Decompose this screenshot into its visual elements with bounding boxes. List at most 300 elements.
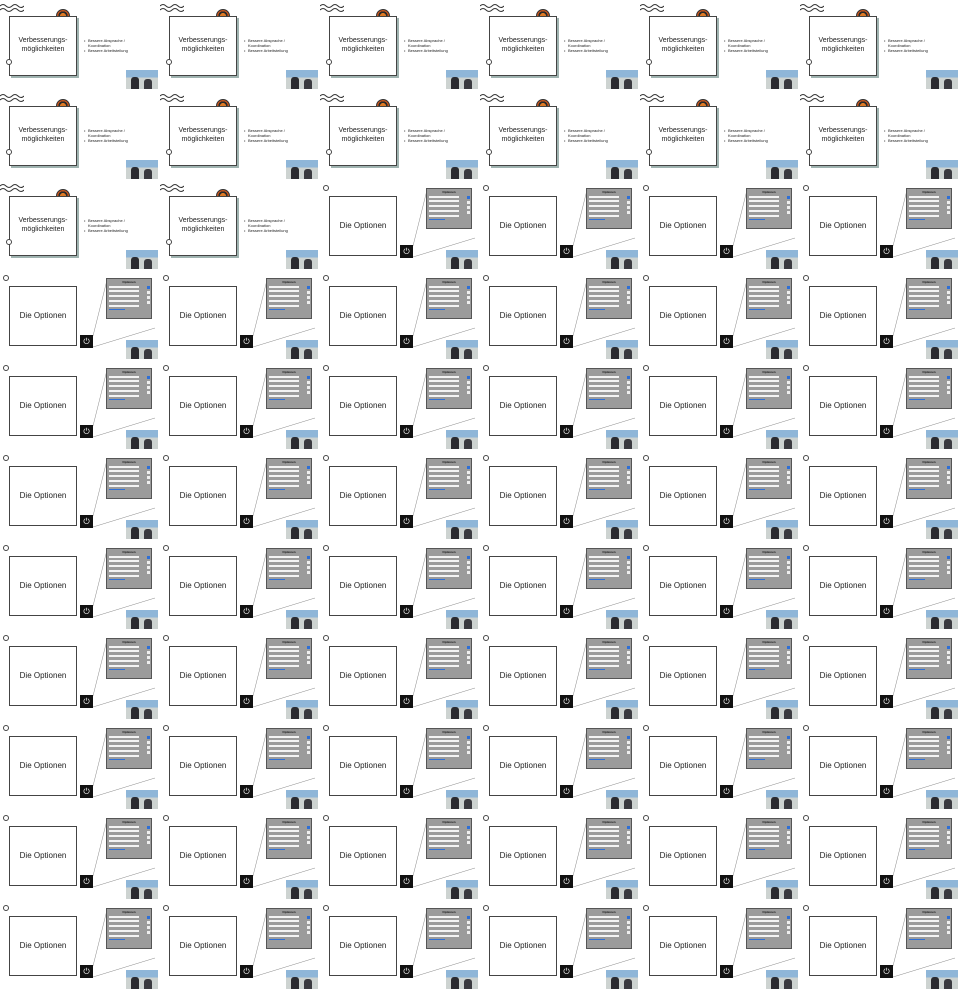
options-screenshot	[106, 818, 152, 859]
photo-thumbnail	[126, 880, 158, 899]
power-icon: ⏻	[560, 515, 573, 528]
options-screenshot	[746, 278, 792, 319]
title-box	[489, 16, 557, 76]
slide-title: Die Optionen	[659, 401, 707, 410]
slide-thumbnail[interactable]	[320, 810, 480, 900]
slide-thumbnail[interactable]	[480, 810, 640, 900]
slide-title: Die Optionen	[19, 761, 67, 770]
screenshot-title: Optionen	[922, 460, 936, 464]
slide-title: Die Optionen	[499, 401, 547, 410]
slide-title	[10, 36, 76, 54]
bullet-item: • Bessere Absprache / Koordination	[724, 128, 788, 138]
slide-thumbnail[interactable]	[640, 360, 800, 450]
options-screenshot	[266, 908, 312, 949]
photo-thumbnail	[926, 340, 958, 359]
power-icon: ⏻	[400, 965, 413, 978]
slide-thumbnail[interactable]	[640, 90, 800, 180]
slide-thumbnail[interactable]	[640, 540, 800, 630]
screenshot-title: Optionen	[282, 730, 296, 734]
slide-thumbnail[interactable]	[480, 450, 640, 540]
options-screenshot	[586, 368, 632, 409]
slide-title-line: Verbesserungs-	[658, 37, 708, 44]
power-icon: ⏻	[720, 335, 733, 348]
slide-thumbnail[interactable]	[640, 270, 800, 360]
slide-title-line: Verbesserungs-	[18, 217, 68, 224]
wave-icon	[0, 3, 24, 13]
photo-thumbnail	[126, 610, 158, 629]
slide-title	[330, 126, 396, 144]
connector-dot	[166, 59, 172, 65]
bullet-item: • Bessere Absprache / Koordination	[84, 218, 148, 228]
slide-title: Die Optionen	[339, 761, 387, 770]
slide-title: Die Optionen	[819, 851, 867, 860]
options-screenshot	[906, 908, 952, 949]
title-box	[9, 16, 77, 76]
slide-title-line: Verbesserungs-	[178, 217, 228, 224]
power-icon: ⏻	[560, 785, 573, 798]
slide-title: Die Optionen	[339, 311, 387, 320]
photo-thumbnail	[286, 430, 318, 449]
options-screenshot	[426, 908, 472, 949]
title-box	[809, 16, 877, 76]
slide-thumbnail[interactable]	[320, 90, 480, 180]
screenshot-title: Optionen	[922, 370, 936, 374]
bullet-list	[884, 38, 948, 53]
slide-thumbnail[interactable]	[160, 0, 320, 90]
title-box	[489, 106, 557, 166]
slide-thumbnail[interactable]	[320, 900, 480, 990]
power-icon: ⏻	[560, 965, 573, 978]
power-icon: ⏻	[80, 605, 93, 618]
slide-title: Die Optionen	[499, 941, 547, 950]
photo-thumbnail	[606, 700, 638, 719]
photo-thumbnail	[286, 250, 318, 269]
slide-title	[170, 36, 236, 54]
slide-thumbnail[interactable]	[0, 630, 160, 720]
slide-title	[810, 36, 876, 54]
slide-thumbnail[interactable]	[320, 180, 480, 270]
bullet-item: • Bessere Arbeitsteilung	[244, 228, 308, 233]
options-screenshot	[906, 278, 952, 319]
slide-thumbnail[interactable]	[0, 540, 160, 630]
slide-title: Die Optionen	[659, 311, 707, 320]
slide-thumbnail[interactable]	[0, 180, 160, 270]
photo-thumbnail	[126, 70, 158, 89]
options-screenshot	[746, 368, 792, 409]
photo-thumbnail	[926, 430, 958, 449]
options-screenshot	[746, 908, 792, 949]
screenshot-title: Optionen	[442, 370, 456, 374]
slide-title: Die Optionen	[339, 221, 387, 230]
options-screenshot	[266, 728, 312, 769]
photo-thumbnail	[606, 880, 638, 899]
connector-dot	[326, 149, 332, 155]
photo-thumbnail	[126, 790, 158, 809]
bullet-item: • Bessere Arbeitsteilung	[884, 48, 948, 53]
screenshot-title: Optionen	[602, 370, 616, 374]
bullet-list	[404, 38, 468, 53]
photo-thumbnail	[766, 70, 798, 89]
slide-thumbnail[interactable]	[0, 270, 160, 360]
slide-title: Die Optionen	[819, 311, 867, 320]
slide-thumbnail[interactable]	[480, 0, 640, 90]
slide-title-line: möglichkeiten	[501, 46, 545, 53]
slide-title-line: Verbesserungs-	[18, 37, 68, 44]
slide-title: Die Optionen	[499, 221, 547, 230]
slide-title-line: Verbesserungs-	[178, 127, 228, 134]
slide-thumbnail[interactable]	[640, 450, 800, 540]
title-box	[9, 106, 77, 166]
slide-thumbnail[interactable]	[0, 900, 160, 990]
screenshot-title: Optionen	[442, 640, 456, 644]
slide-thumbnail[interactable]	[0, 720, 160, 810]
slide-thumbnail[interactable]	[320, 630, 480, 720]
bullet-item: • Bessere Absprache / Koordination	[404, 128, 468, 138]
options-screenshot	[426, 368, 472, 409]
power-icon: ⏻	[240, 425, 253, 438]
options-screenshot	[586, 728, 632, 769]
power-icon: ⏻	[80, 695, 93, 708]
options-screenshot	[586, 458, 632, 499]
slide-thumbnail[interactable]	[320, 270, 480, 360]
photo-thumbnail	[126, 970, 158, 989]
slide-title-line: möglichkeiten	[661, 136, 705, 143]
power-icon: ⏻	[80, 335, 93, 348]
power-icon: ⏻	[80, 875, 93, 888]
slide-thumbnail[interactable]	[800, 540, 960, 630]
bullet-item: • Bessere Arbeitsteilung	[564, 48, 628, 53]
slide-thumbnail[interactable]	[320, 0, 480, 90]
photo-thumbnail	[766, 880, 798, 899]
slide-title-line: Verbesserungs-	[178, 37, 228, 44]
power-icon: ⏻	[880, 965, 893, 978]
power-icon: ⏻	[240, 515, 253, 528]
slide-title-line: möglichkeiten	[181, 226, 225, 233]
screenshot-title: Optionen	[442, 190, 456, 194]
slide-thumbnail[interactable]	[800, 90, 960, 180]
wave-icon	[320, 93, 344, 103]
power-icon: ⏻	[240, 335, 253, 348]
screenshot-title: Optionen	[122, 640, 136, 644]
screenshot-title: Optionen	[922, 280, 936, 284]
photo-thumbnail	[446, 160, 478, 179]
photo-thumbnail	[766, 700, 798, 719]
slide-thumbnail[interactable]	[640, 720, 800, 810]
wave-icon	[640, 93, 664, 103]
power-icon: ⏻	[560, 605, 573, 618]
slide-thumbnail[interactable]	[800, 0, 960, 90]
slide-thumbnail[interactable]	[160, 270, 320, 360]
slide-title	[650, 36, 716, 54]
bullet-list	[564, 128, 628, 143]
power-icon: ⏻	[880, 605, 893, 618]
power-icon: ⏻	[560, 425, 573, 438]
slide-thumbnail[interactable]	[480, 270, 640, 360]
slide-thumbnail[interactable]	[160, 900, 320, 990]
slide-title: Die Optionen	[19, 401, 67, 410]
slide-title: Die Optionen	[659, 851, 707, 860]
slide-thumbnail[interactable]	[320, 450, 480, 540]
options-screenshot	[586, 188, 632, 229]
slide-thumbnail[interactable]	[0, 90, 160, 180]
photo-thumbnail	[446, 250, 478, 269]
slide-thumbnail[interactable]	[800, 270, 960, 360]
bullet-item: • Bessere Absprache / Koordination	[884, 128, 948, 138]
power-icon: ⏻	[880, 785, 893, 798]
screenshot-title: Optionen	[442, 550, 456, 554]
screenshot-title: Optionen	[602, 910, 616, 914]
slide-title-line: möglichkeiten	[181, 46, 225, 53]
slide-thumbnail[interactable]	[640, 810, 800, 900]
bullet-list	[404, 128, 468, 143]
screenshot-title: Optionen	[922, 820, 936, 824]
screenshot-title: Optionen	[602, 190, 616, 194]
slide-title: Die Optionen	[659, 221, 707, 230]
screenshot-title: Optionen	[442, 820, 456, 824]
photo-thumbnail	[766, 340, 798, 359]
slide-thumbnail[interactable]	[800, 450, 960, 540]
slide-thumbnail[interactable]	[160, 360, 320, 450]
slide-thumbnail[interactable]	[640, 0, 800, 90]
power-icon: ⏻	[880, 695, 893, 708]
bullet-list	[84, 128, 148, 143]
title-box	[649, 16, 717, 76]
title-box	[329, 106, 397, 166]
bullet-item: • Bessere Arbeitsteilung	[244, 48, 308, 53]
slide-title: Die Optionen	[179, 491, 227, 500]
slide-thumbnail[interactable]	[160, 630, 320, 720]
slide-thumbnail[interactable]	[0, 810, 160, 900]
options-screenshot	[106, 638, 152, 679]
photo-thumbnail	[126, 250, 158, 269]
slide-title	[650, 126, 716, 144]
bullet-item: • Bessere Absprache / Koordination	[884, 38, 948, 48]
slide-thumbnail[interactable]	[160, 90, 320, 180]
slide-title: Die Optionen	[499, 491, 547, 500]
slide-title-line: möglichkeiten	[501, 136, 545, 143]
options-screenshot	[746, 638, 792, 679]
power-icon: ⏻	[400, 515, 413, 528]
bullet-item: • Bessere Absprache / Koordination	[84, 128, 148, 138]
connector-dot	[6, 149, 12, 155]
slide-title: Die Optionen	[499, 851, 547, 860]
slide-title: Die Optionen	[819, 491, 867, 500]
slide-title: Die Optionen	[819, 221, 867, 230]
options-screenshot	[106, 278, 152, 319]
bullet-item: • Bessere Arbeitsteilung	[724, 48, 788, 53]
slide-title: Die Optionen	[179, 401, 227, 410]
slide-thumbnail[interactable]	[480, 90, 640, 180]
slide-title: Die Optionen	[179, 851, 227, 860]
slide-title: Die Optionen	[659, 491, 707, 500]
options-screenshot	[586, 908, 632, 949]
photo-thumbnail	[926, 790, 958, 809]
options-screenshot	[426, 458, 472, 499]
slide-thumbnail[interactable]	[800, 720, 960, 810]
photo-thumbnail	[286, 160, 318, 179]
slide-thumbnail[interactable]	[640, 180, 800, 270]
connector-dot	[646, 59, 652, 65]
slide-title	[330, 36, 396, 54]
bullet-item: • Bessere Absprache / Koordination	[724, 38, 788, 48]
screenshot-title: Optionen	[922, 910, 936, 914]
bullet-item: • Bessere Arbeitsteilung	[244, 138, 308, 143]
slide-thumbnail[interactable]	[320, 720, 480, 810]
options-screenshot	[746, 728, 792, 769]
screenshot-title: Optionen	[762, 730, 776, 734]
slide-thumbnail[interactable]	[800, 360, 960, 450]
slide-title: Die Optionen	[339, 671, 387, 680]
power-icon: ⏻	[560, 245, 573, 258]
bullet-item: • Bessere Arbeitsteilung	[404, 48, 468, 53]
wave-icon	[800, 93, 824, 103]
slide-thumbnail[interactable]	[480, 180, 640, 270]
screenshot-title: Optionen	[602, 460, 616, 464]
power-icon: ⏻	[80, 785, 93, 798]
options-screenshot	[426, 278, 472, 319]
screenshot-title: Optionen	[282, 910, 296, 914]
slide-thumbnail[interactable]	[640, 630, 800, 720]
slide-thumbnail[interactable]	[160, 180, 320, 270]
photo-thumbnail	[926, 970, 958, 989]
slide-title	[490, 126, 556, 144]
photo-thumbnail	[126, 160, 158, 179]
slide-title	[810, 126, 876, 144]
slide-title-line: Verbesserungs-	[498, 37, 548, 44]
screenshot-title: Optionen	[122, 460, 136, 464]
slide-thumbnail[interactable]	[320, 540, 480, 630]
options-screenshot	[106, 458, 152, 499]
title-box	[649, 106, 717, 166]
options-screenshot	[266, 458, 312, 499]
screenshot-title: Optionen	[442, 460, 456, 464]
photo-thumbnail	[926, 70, 958, 89]
slide-thumbnail[interactable]	[800, 900, 960, 990]
photo-thumbnail	[766, 610, 798, 629]
slide-thumbnail[interactable]	[160, 810, 320, 900]
slide-title: Die Optionen	[819, 671, 867, 680]
options-screenshot	[426, 818, 472, 859]
slide-thumbnail[interactable]	[480, 720, 640, 810]
wave-icon	[480, 93, 504, 103]
slide-thumbnail[interactable]	[640, 900, 800, 990]
options-screenshot	[746, 458, 792, 499]
bullet-list	[244, 128, 308, 143]
slide-title	[170, 126, 236, 144]
slide-thumbnail[interactable]	[480, 900, 640, 990]
slide-thumbnail[interactable]	[480, 630, 640, 720]
power-icon: ⏻	[400, 875, 413, 888]
slide-thumbnail[interactable]	[800, 630, 960, 720]
bullet-item: • Bessere Absprache / Koordination	[564, 128, 628, 138]
photo-thumbnail	[606, 340, 638, 359]
screenshot-title: Optionen	[602, 550, 616, 554]
options-screenshot	[906, 548, 952, 589]
slide-title: Die Optionen	[659, 941, 707, 950]
photo-thumbnail	[926, 700, 958, 719]
screenshot-title: Optionen	[442, 730, 456, 734]
slide-thumbnail[interactable]	[800, 810, 960, 900]
bullet-item: • Bessere Arbeitsteilung	[84, 228, 148, 233]
screenshot-title: Optionen	[602, 640, 616, 644]
power-icon: ⏻	[400, 695, 413, 708]
wave-icon	[320, 3, 344, 13]
slide-thumbnail[interactable]	[480, 540, 640, 630]
slide-title: Die Optionen	[19, 581, 67, 590]
slide-title-line: Verbesserungs-	[818, 127, 868, 134]
screenshot-title: Optionen	[762, 370, 776, 374]
slide-title-line: möglichkeiten	[21, 226, 65, 233]
options-screenshot	[106, 368, 152, 409]
slide-title: Die Optionen	[179, 671, 227, 680]
power-icon: ⏻	[240, 785, 253, 798]
wave-icon	[640, 3, 664, 13]
slide-title: Die Optionen	[179, 311, 227, 320]
slide-thumbnail[interactable]	[0, 0, 160, 90]
slide-thumbnail[interactable]	[160, 540, 320, 630]
slide-thumbnail[interactable]	[320, 360, 480, 450]
slide-thumbnail[interactable]	[160, 450, 320, 540]
power-icon: ⏻	[240, 605, 253, 618]
title-box	[9, 196, 77, 256]
options-screenshot	[426, 188, 472, 229]
slide-title: Die Optionen	[339, 941, 387, 950]
options-screenshot	[106, 728, 152, 769]
photo-thumbnail	[446, 970, 478, 989]
slide-thumbnail[interactable]	[480, 360, 640, 450]
title-box	[169, 16, 237, 76]
slide-title-line: möglichkeiten	[821, 136, 865, 143]
power-icon: ⏻	[80, 965, 93, 978]
slide-thumbnail[interactable]	[800, 180, 960, 270]
screenshot-title: Optionen	[442, 910, 456, 914]
options-screenshot	[266, 818, 312, 859]
options-screenshot	[906, 368, 952, 409]
screenshot-title: Optionen	[762, 550, 776, 554]
options-screenshot	[586, 638, 632, 679]
bullet-item: • Bessere Absprache / Koordination	[404, 38, 468, 48]
slide-thumbnail[interactable]	[0, 450, 160, 540]
power-icon: ⏻	[400, 245, 413, 258]
slide-title: Die Optionen	[339, 851, 387, 860]
photo-thumbnail	[126, 340, 158, 359]
photo-thumbnail	[286, 70, 318, 89]
bullet-item: • Bessere Arbeitsteilung	[884, 138, 948, 143]
slide-title: Die Optionen	[499, 761, 547, 770]
photo-thumbnail	[446, 430, 478, 449]
screenshot-title: Optionen	[122, 280, 136, 284]
slide-title: Die Optionen	[819, 581, 867, 590]
screenshot-title: Optionen	[282, 280, 296, 284]
screenshot-title: Optionen	[602, 820, 616, 824]
power-icon: ⏻	[720, 245, 733, 258]
connector-dot	[166, 239, 172, 245]
slide-thumbnail[interactable]	[160, 720, 320, 810]
wave-icon	[160, 3, 184, 13]
photo-thumbnail	[126, 520, 158, 539]
slide-title: Die Optionen	[339, 581, 387, 590]
bullet-list	[84, 38, 148, 53]
photo-thumbnail	[606, 160, 638, 179]
screenshot-title: Optionen	[122, 550, 136, 554]
connector-dot	[6, 239, 12, 245]
bullet-list	[884, 128, 948, 143]
slide-thumbnail[interactable]	[0, 360, 160, 450]
options-screenshot	[586, 818, 632, 859]
screenshot-title: Optionen	[602, 280, 616, 284]
power-icon: ⏻	[880, 335, 893, 348]
slide-title-line: möglichkeiten	[341, 136, 385, 143]
